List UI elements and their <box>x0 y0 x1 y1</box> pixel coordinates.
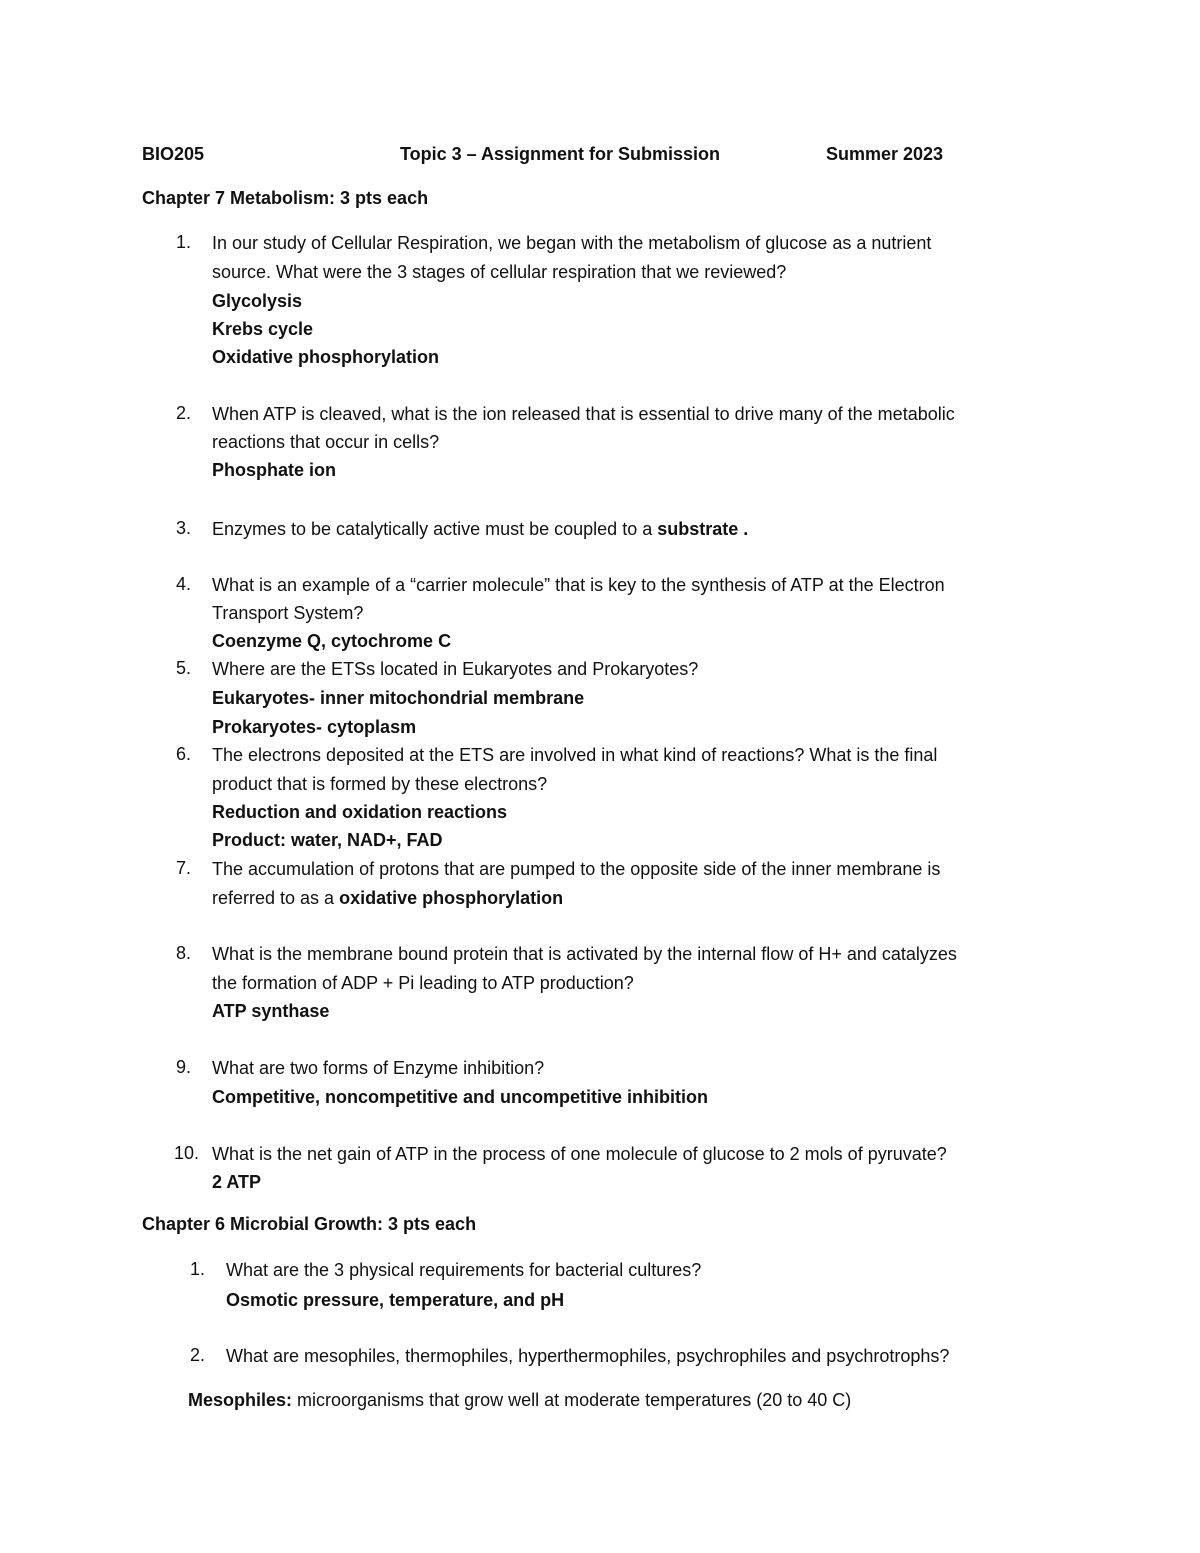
question-text: What is the membrane bound protein that is activated by the internal flow of H+ and catalyzes <box>212 944 957 964</box>
question-number: 7. <box>176 858 192 878</box>
answer-text: Krebs cycle <box>212 319 314 339</box>
question-text: What are mesophiles, thermophiles, hyperthermophiles, psychrophiles and psychrotrophs? <box>226 1346 950 1366</box>
answer-text: oxidative phosphorylation <box>339 888 564 908</box>
question-text: source. What were the 3 stages of cellular respiration that we reviewed? <box>212 262 787 282</box>
question-text-part: Enzymes to be catalytically active must be coupled to a <box>212 519 658 539</box>
chapter7-title: Chapter 7 Metabolism: 3 pts each <box>142 188 429 208</box>
answer-text: Reduction and oxidation reactions <box>212 802 508 822</box>
question-number: 3. <box>176 518 192 538</box>
answer-text: Phosphate ion <box>212 460 337 480</box>
answer-text: Osmotic pressure, temperature, and pH <box>226 1290 565 1310</box>
document-header <box>142 144 962 170</box>
question-number: 2. <box>190 1345 206 1365</box>
course-code: BIO205 <box>142 144 205 164</box>
answer-text: Prokaryotes- cytoplasm <box>212 717 417 737</box>
question-number: 8. <box>176 943 192 963</box>
answer-text: Glycolysis <box>212 291 303 311</box>
answer-text: Competitive, noncompetitive and uncompetitive inhibition <box>212 1087 709 1107</box>
question-text: What is the net gain of ATP in the process of one molecule of glucose to 2 mols of pyruvate? <box>212 1144 947 1164</box>
question-text: Transport System? <box>212 603 364 623</box>
question-number: 4. <box>176 574 192 594</box>
answer-text: 2 ATP <box>212 1172 262 1192</box>
answer-text: Oxidative phosphorylation <box>212 347 440 367</box>
question-number: 2. <box>176 403 192 423</box>
question-text: The electrons deposited at the ETS are involved in what kind of reactions? What is the final <box>212 745 938 765</box>
question-text: product that is formed by these electrons? <box>212 774 548 794</box>
question-text: In our study of Cellular Respiration, we began with the metabolism of glucose as a nutrient <box>212 233 932 253</box>
question-text: What are the 3 physical requirements for bacterial cultures? <box>226 1260 702 1280</box>
answer-text: substrate . <box>657 519 749 539</box>
question-text: Where are the ETSs located in Eukaryotes and Prokaryotes? <box>212 659 699 679</box>
question-number: 6. <box>176 744 192 764</box>
term-label: Mesophiles: <box>188 1390 293 1410</box>
question-text: The accumulation of protons that are pumped to the opposite side of the inner membrane is <box>212 859 941 879</box>
answer-text: Coenzyme Q, cytochrome C <box>212 631 452 651</box>
answer-text: Product: water, NAD+, FAD <box>212 830 443 850</box>
question-text: When ATP is cleaved, what is the ion released that is essential to drive many of the metabolic <box>212 404 955 424</box>
question-text-part: referred to as a <box>212 888 340 908</box>
mesophiles-answer <box>188 1386 851 1414</box>
definition-text: microorganisms that grow well at moderate temperatures (20 to 40 C) <box>292 1390 852 1410</box>
question-text: reactions that occur in cells? <box>212 432 440 452</box>
question-number: 9. <box>176 1057 192 1077</box>
assignment-title: Topic 3 – Assignment for Submission <box>400 144 721 164</box>
question-text <box>212 884 563 912</box>
question-text: What are two forms of Enzyme inhibition? <box>212 1058 545 1078</box>
chapter6-title: Chapter 6 Microbial Growth: 3 pts each <box>142 1214 477 1234</box>
question-number: 1. <box>176 232 192 252</box>
question-number: 5. <box>176 658 192 678</box>
question-text: What is an example of a “carrier molecule” that is key to the synthesis of ATP at the Electron <box>212 575 945 595</box>
answer-text: ATP synthase <box>212 1001 330 1021</box>
term-label: Summer 2023 <box>826 144 944 164</box>
question-text: the formation of ADP + Pi leading to ATP production? <box>212 973 634 993</box>
answer-text: Eukaryotes- inner mitochondrial membrane <box>212 688 585 708</box>
question-number: 10. <box>174 1143 200 1163</box>
question-text <box>212 515 748 543</box>
question-number: 1. <box>190 1259 206 1279</box>
